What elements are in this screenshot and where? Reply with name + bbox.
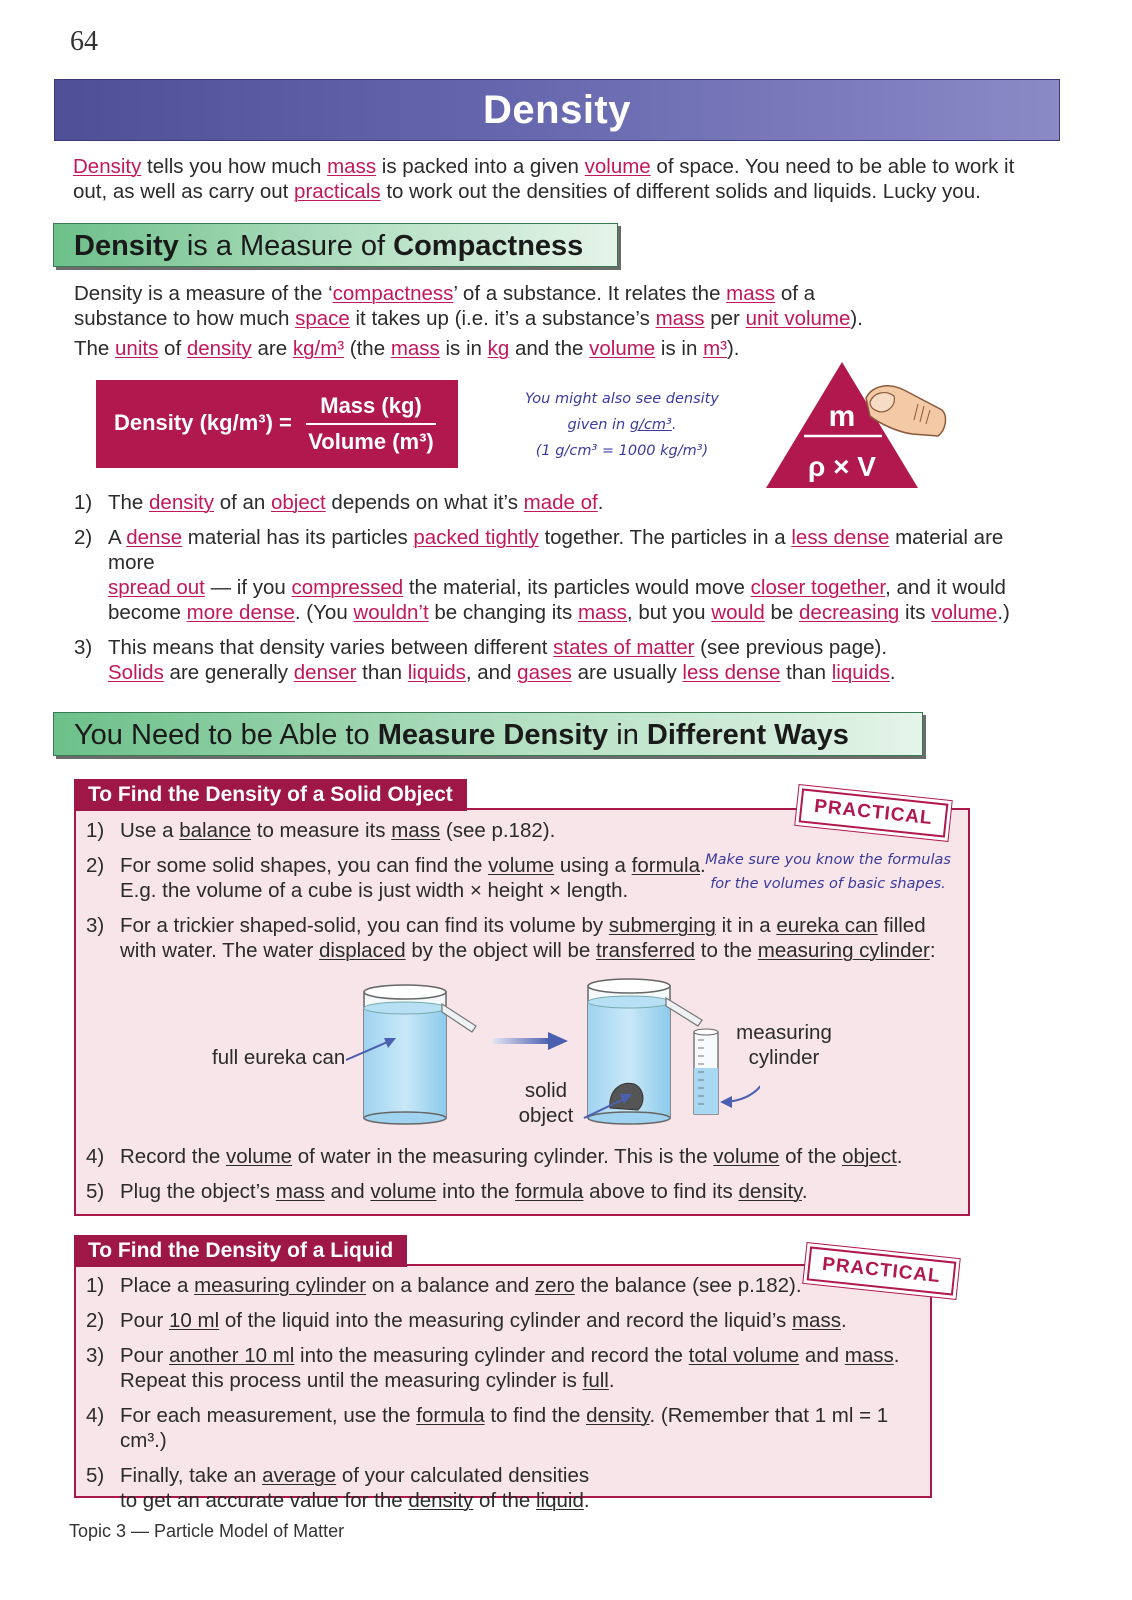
term-density: Density (73, 155, 142, 178)
list-item: 5) Plug the object’s mass and volume into the formula above to find its density. (86, 1180, 808, 1203)
formula-fraction (306, 392, 436, 456)
liquid-practical-tab: To Find the Density of a Liquid (74, 1235, 407, 1267)
formula-left-side: Density (kg/m³) = (114, 410, 292, 435)
units-note: You might also see density given in g/cm³. (1 g/cm³ = 1000 kg/m³) (525, 391, 719, 459)
footer-topic: Topic 3 — Particle Model of Matter (69, 1521, 345, 1541)
list-item: 4) Record the volume of water in the measuring cylinder. This is the volume of the object. (86, 1145, 903, 1168)
list-item: 1) The density of an object depends on what it’s made of. (74, 491, 604, 514)
list-item: 5) Finally, take an average of your calculated densities to get an accurate value for the density of the liquid. (86, 1464, 590, 1512)
eureka-can-with-object (588, 979, 702, 1124)
list-item: 3) For a trickier shaped-solid, you can find its volume by submerging it in a eureka can filled with water. The water displaced by the object will be transferred to the measuring cylinder: (86, 914, 936, 962)
triangle-top: m (828, 400, 856, 433)
compactness-paragraph: Density is a measure of the ‘compactness’ of a substance. It relates the mass of a substance to how much space it takes up (i.e. it’s a substance’s mass per unit volume). The units of density are kg/m³ (the mass is in kg and the volume is in m³). (74, 282, 863, 360)
term-practicals: practicals (294, 180, 381, 203)
term-mass: mass (327, 155, 377, 178)
formula-numerator: Mass (kg) (320, 393, 422, 418)
title-banner (54, 79, 1060, 141)
term-volume: volume (584, 155, 651, 178)
triangle-bottom: ρ × V (808, 451, 876, 482)
label-full-eureka-can: full eureka can (212, 1046, 346, 1069)
solid-practical-tab: To Find the Density of a Solid Object (74, 779, 467, 811)
list-item: 2) For some solid shapes, you can find the volume using a formula. E.g. the volume of a cube is just width × height × length. (86, 854, 706, 902)
practical-stamp: PRACTICAL (799, 788, 949, 837)
density-points-list (74, 490, 1034, 685)
list-item: 4) For each measurement, use the formula to find the density. (Remember that 1 ml = 1 cm³.) (86, 1404, 889, 1452)
fraction-line (306, 423, 436, 425)
label-measuring-cylinder: measuring cylinder (736, 1021, 832, 1069)
list-item: 2) A dense material has its particles packed tightly together. The particles in a less dense material are more spread out — if you compressed the material, its particles would move closer together, and it would become more dense. (You wouldn’t be changing its mass, but you would be decreasing its volume.) (74, 526, 1010, 624)
page-title: Density (483, 88, 631, 132)
solid-steps-list-2 (86, 1144, 946, 1204)
practical-stamp: PRACTICAL (807, 1246, 957, 1295)
liquid-steps-list (86, 1273, 916, 1513)
list-item: 3) This means that density varies between different states of matter (see previous page). Solids are generally denser than liquids, and gases are usually less dense than liquids. (74, 636, 896, 684)
intro-paragraph: Density tells you how much mass is packed into a given volume of space. You need to be able to work it out, as well as carry out practicals to work out the densities of different solids and liquids. Lucky you. (73, 155, 1015, 203)
formulas-note: Make sure you know the formulas for the volumes of basic shapes. (705, 852, 951, 892)
density-formula-box (96, 380, 458, 468)
section-heading-compactness: Density is a Measure of Compactness (53, 223, 618, 267)
list-item: 1) Place a measuring cylinder on a balance and zero the balance (see p.182). (86, 1274, 802, 1297)
page-number: 64 (70, 26, 98, 57)
formula-denominator: Volume (m³) (308, 429, 434, 454)
list-item: 2) Pour 10 ml of the liquid into the measuring cylinder and record the liquid’s mass. (86, 1309, 847, 1332)
list-item: 1) Use a balance to measure its mass (see p.182). (86, 819, 556, 842)
formula-triangle (762, 358, 952, 494)
right-arrow-icon (492, 1032, 568, 1050)
measuring-cylinder (694, 1029, 718, 1114)
eureka-can-full (364, 985, 476, 1124)
label-solid-object: solid object (518, 1079, 574, 1127)
list-item: 3) Pour another 10 ml into the measuring cylinder and record the total volume and mass. Repeat this process until the measuring cylinder is full. (86, 1344, 900, 1392)
section-heading-measure-density: You Need to be Able to Measure Density in Different Ways (53, 712, 923, 756)
